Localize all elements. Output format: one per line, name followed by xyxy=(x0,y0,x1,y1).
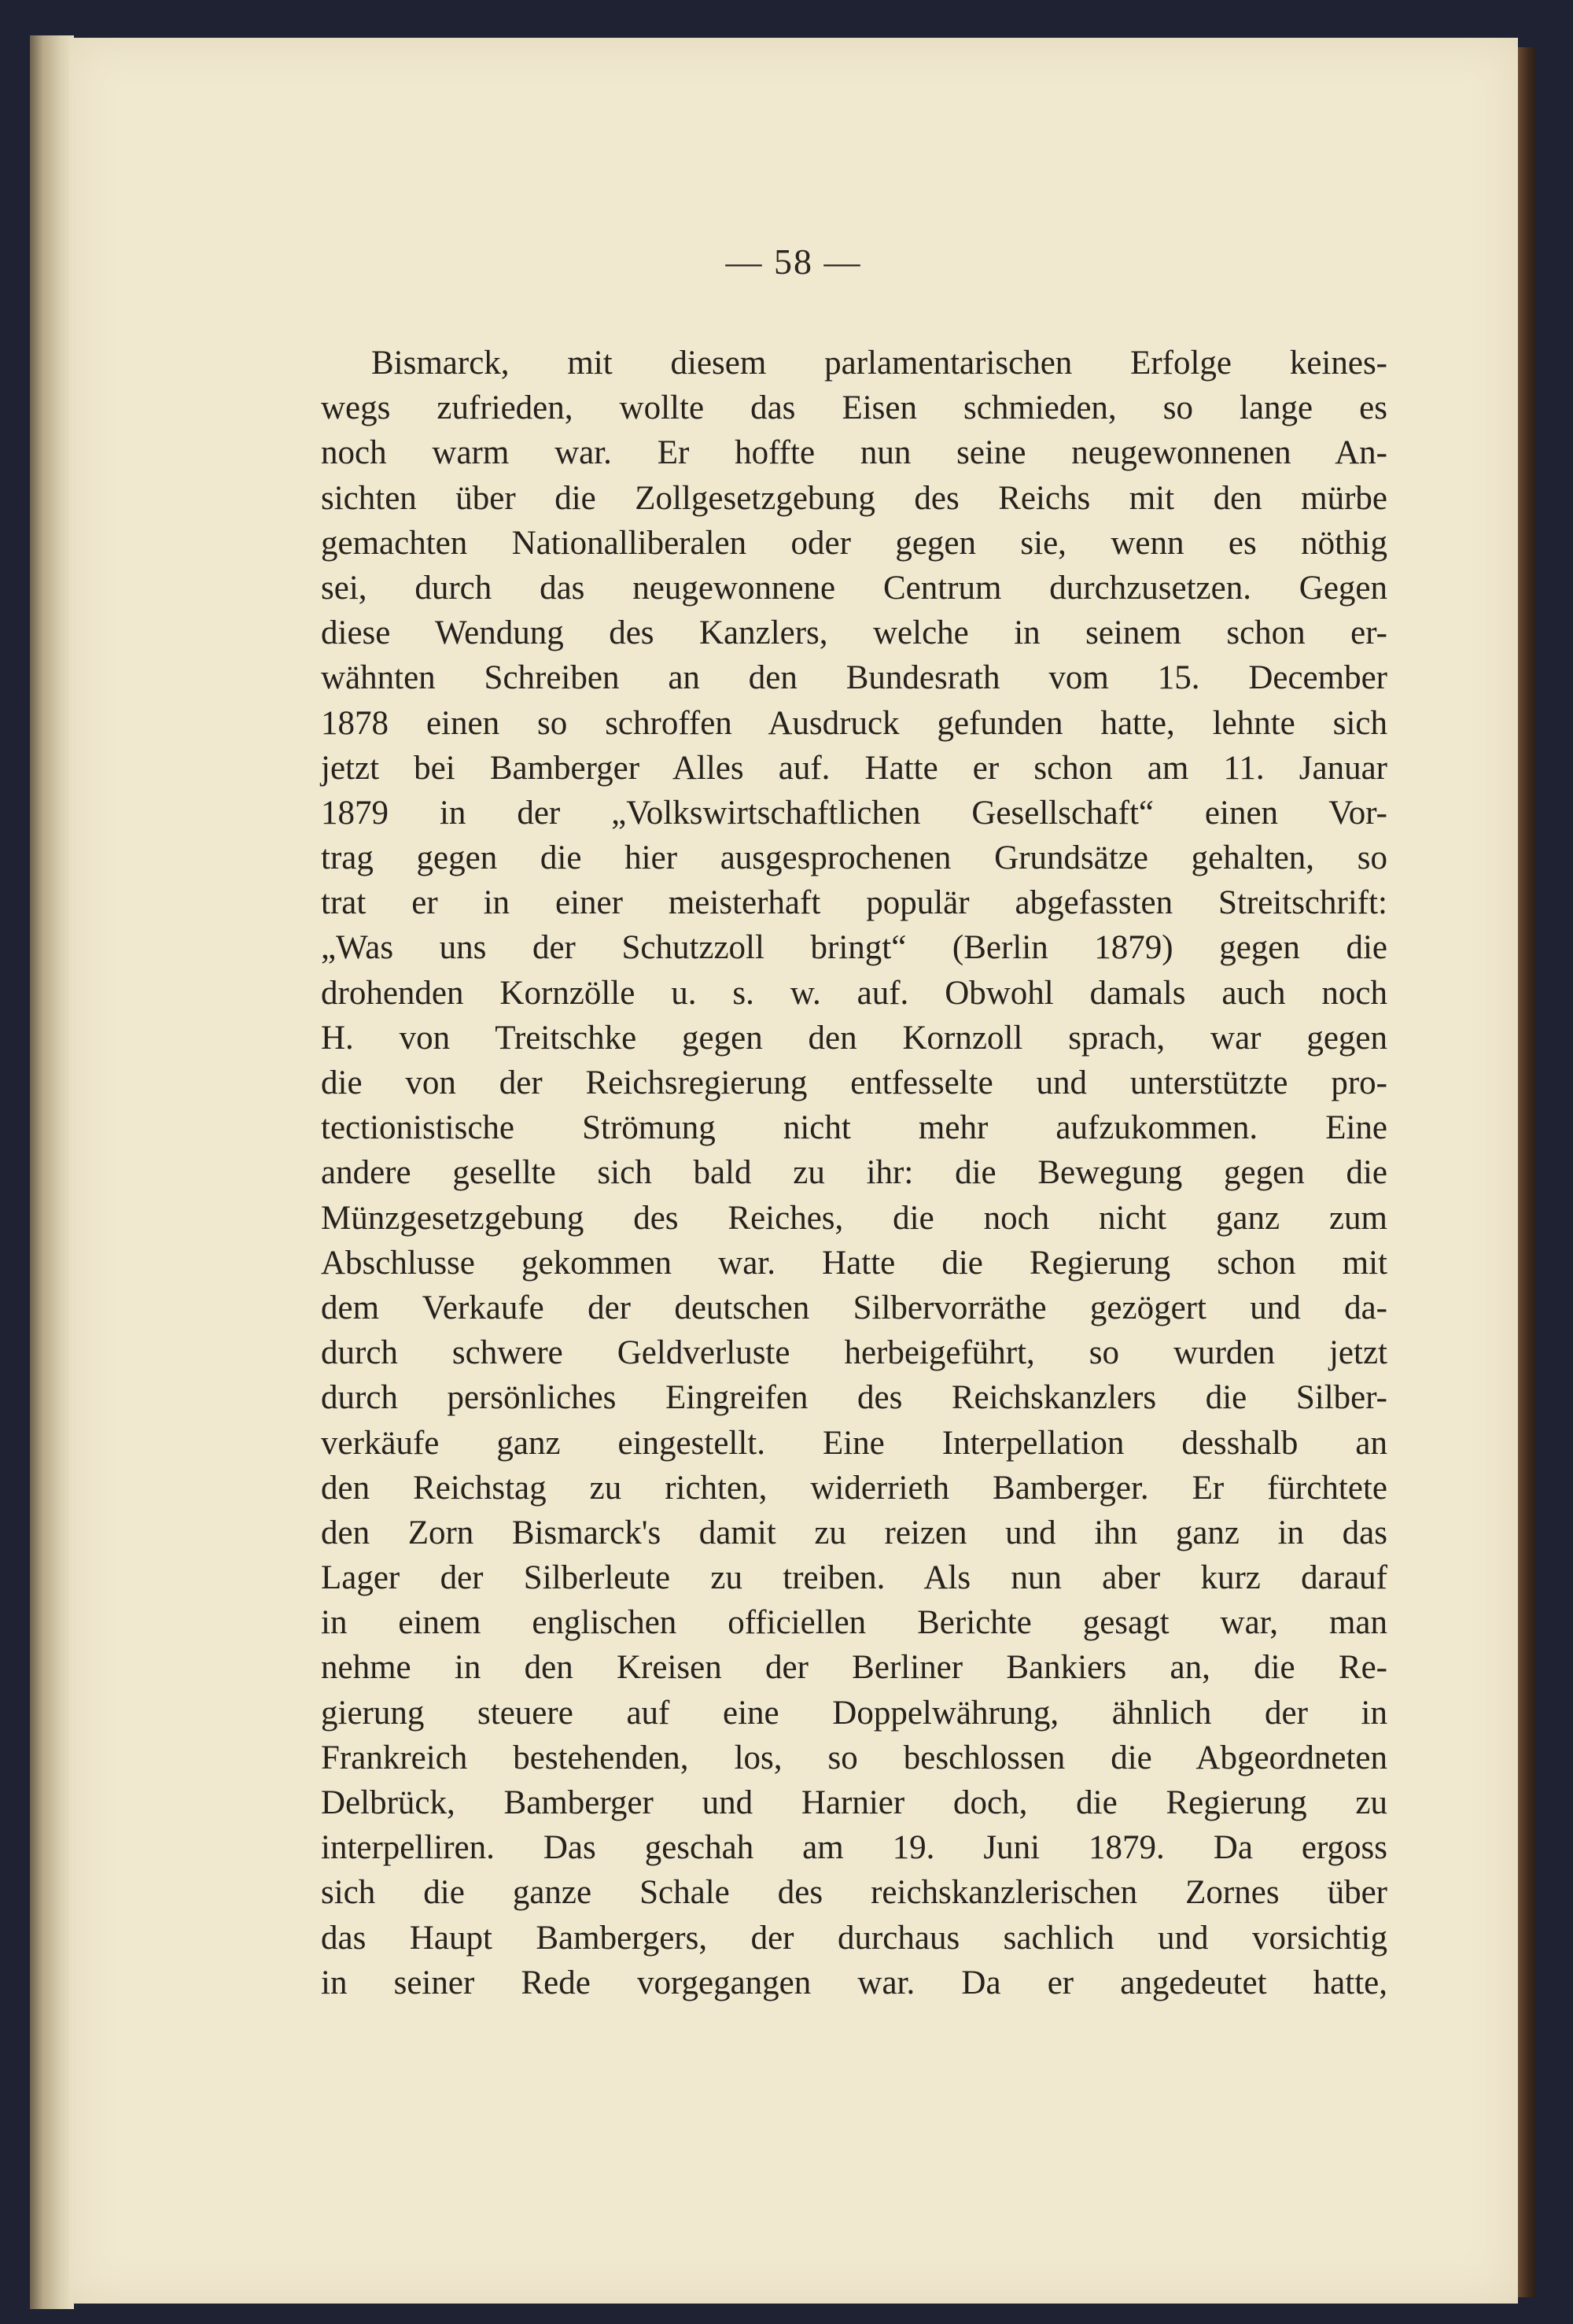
book-page xyxy=(69,38,1518,2304)
text-line: Frankreich bestehenden, los, so beschlossen die Abgeordneten xyxy=(321,1739,1387,1776)
text-line: durch schwere Geldverluste herbeigeführt, so wurden jetzt xyxy=(321,1334,1387,1372)
text-line: diese Wendung des Kanzlers, welche in seinem schon er- xyxy=(321,614,1387,652)
text-line: drohenden Kornzölle u. s. w. auf. Obwohl damals auch noch xyxy=(321,974,1387,1012)
text-line: verkäufe ganz eingestellt. Eine Interpellation desshalb an xyxy=(321,1424,1387,1462)
text-line: 1878 einen so schroffen Ausdruck gefunden hatte, lehnte sich xyxy=(321,704,1387,742)
left-page-edge xyxy=(30,35,74,2309)
text-line: tectionistische Strömung nicht mehr aufzukommen. Eine xyxy=(321,1109,1387,1147)
text-line: den Reichstag zu richten, widerrieth Bamberger. Er fürchtete xyxy=(321,1469,1387,1507)
text-line: jetzt bei Bamberger Alles auf. Hatte er schon am 11. Januar xyxy=(321,749,1387,787)
text-line: in einem englischen officiellen Berichte gesagt war, man xyxy=(321,1604,1387,1642)
text-line: 1879 in der „Volkswirtschaftlichen Gesellschaft“ einen Vor- xyxy=(321,794,1387,832)
text-line: andere gesellte sich bald zu ihr: die Bewegung gegen die xyxy=(321,1154,1387,1192)
text-line: gemachten Nationalliberalen oder gegen sie, wenn es nöthig xyxy=(321,524,1387,562)
text-line: dem Verkaufe der deutschen Silbervorräthe gezögert und da- xyxy=(321,1289,1387,1326)
right-page-edge xyxy=(1518,47,1535,2297)
text-line: noch warm war. Er hoffte nun seine neugewonnenen An- xyxy=(321,434,1387,472)
text-line: sichten über die Zollgesetzgebung des Reichs mit den mürbe xyxy=(321,479,1387,517)
text-line: Lager der Silberleute zu treiben. Als nun aber kurz darauf xyxy=(321,1559,1387,1597)
text-line: in seiner Rede vorgegangen war. Da er angedeutet hatte, xyxy=(321,1964,1387,2001)
text-line: interpelliren. Das geschah am 19. Juni 1879. Da ergoss xyxy=(321,1829,1387,1867)
text-line: das Haupt Bambergers, der durchaus sachlich und vorsichtig xyxy=(321,1919,1387,1957)
text-line: H. von Treitschke gegen den Kornzoll sprach, war gegen xyxy=(321,1019,1387,1057)
text-line: durch persönliches Eingreifen des Reichskanzlers die Silber- xyxy=(321,1379,1387,1417)
text-line: Bismarck, mit diesem parlamentarischen Erfolge keines- xyxy=(371,345,1387,382)
text-line: gierung steuere auf eine Doppelwährung, ähnlich der in xyxy=(321,1694,1387,1732)
text-line: den Zorn Bismarck's damit zu reizen und ihn ganz in das xyxy=(321,1514,1387,1551)
page-number: — 58 — xyxy=(725,242,862,282)
text-line: trag gegen die hier ausgesprochenen Grundsätze gehalten, so xyxy=(321,839,1387,877)
text-line: Münzgesetzgebung des Reiches, die noch nicht ganz zum xyxy=(321,1199,1387,1237)
text-line: sei, durch das neugewonnene Centrum durchzusetzen. Gegen xyxy=(321,569,1387,607)
text-line: Delbrück, Bamberger und Harnier doch, die Regierung zu xyxy=(321,1784,1387,1821)
text-line: wegs zufrieden, wollte das Eisen schmieden, so lange es xyxy=(321,389,1387,427)
text-line: Abschlusse gekommen war. Hatte die Regierung schon mit xyxy=(321,1244,1387,1282)
text-line: trat er in einer meisterhaft populär abgefassten Streitschrift: xyxy=(321,884,1387,922)
text-line: „Was uns der Schutzzoll bringt“ (Berlin 1879) gegen die xyxy=(321,929,1387,967)
text-line: wähnten Schreiben an den Bundesrath vom 15. December xyxy=(321,659,1387,697)
text-line: sich die ganze Schale des reichskanzlerischen Zornes über xyxy=(321,1874,1387,1912)
body-text xyxy=(321,341,1387,2005)
text-line: die von der Reichsregierung entfesselte und unterstützte pro- xyxy=(321,1064,1387,1101)
text-line: nehme in den Kreisen der Berliner Bankiers an, die Re- xyxy=(321,1649,1387,1687)
